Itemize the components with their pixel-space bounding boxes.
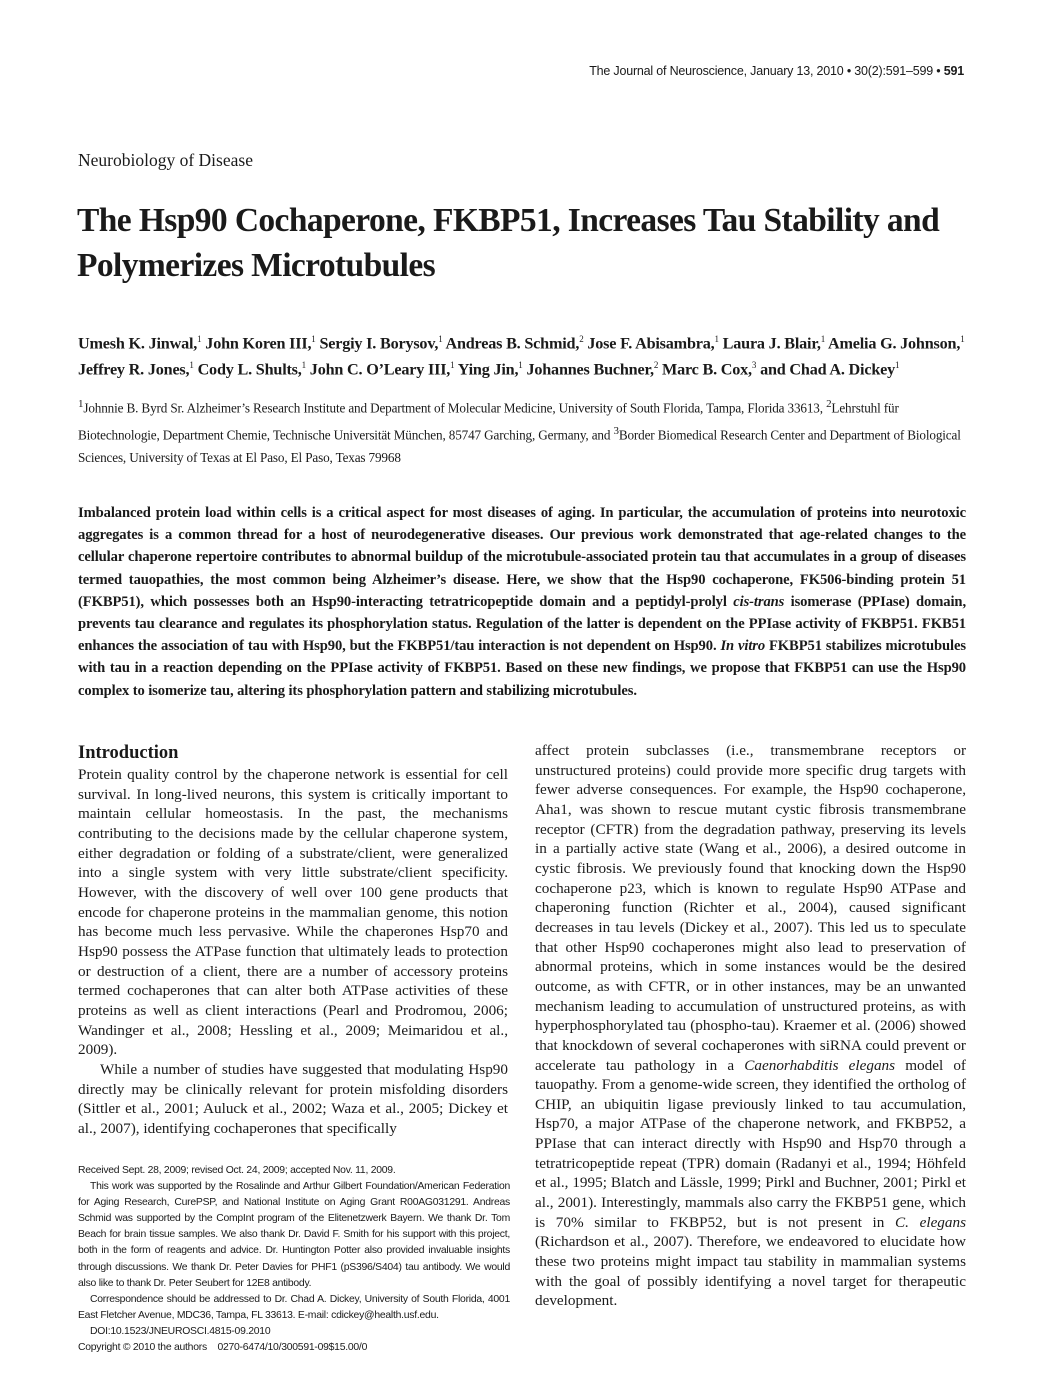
author-affiliation-marker: 3 — [751, 360, 757, 371]
author-name: Jeffrey R. Jones, — [78, 360, 190, 379]
author-affiliation-marker: 1 — [438, 334, 443, 344]
affiliation-marker: 2 — [826, 398, 832, 410]
abstract-italic: cis-trans — [733, 593, 785, 610]
author-affiliation-marker: 1 — [518, 360, 523, 371]
article-title: The Hsp90 Cochaperone, FKBP51, Increases Tau Stability and Polymerizes Microtubules — [77, 202, 940, 284]
received-dates: Received Sept. 28, 2009; revised Oct. 24, 2009; accepted Nov. 11, 2009. — [78, 1165, 396, 1176]
intro-paragraph-1: Protein quality control by the chaperone network is essential for cell survival. In long-lived neurons, this system is critically important to maintain cellular homeostasis. In the past, the mechanisms contributing to the decisions made by the cellular chaperone system, either degradation or folding of a substrate/client, were generalized into a single system with very little substrate/client specificity. However, with the discovery of well over 100 gene products that encode for chaperone proteins in the mammalian genome, this notion has become much less pervasive. While the chaperones Hsp70 and Hsp90 possess the ATPase function that ultimately leads to protection or destruction of a client, there are a number of accessory proteins termed cochaperones that can alter both ATPase activities of these proteins as well as client interactions (Pearl and Prodromou, 2006; Wandinger et al., 2008; Hessling et al., 2009; Meimaridou et al., 2009). — [78, 766, 508, 1059]
author-name: Umesh K. Jinwal, — [78, 334, 198, 353]
body-text: model of tauopathy. From a genome-wide screen, they identified the ortholog of CHIP, an ubiquitin ligase previously linked to tau accumulation, Hsp70, a major ATPase of the chaperone network, and FKBP52, a PPIase that can interact directly with Hsp90 and Hsp70 through a tetratricopeptide repeat (TPR) domain (Radanyi et al., 1994; Höhfeld et al., 1995; Blatch and Lässle, 1999; Pirkl and Buchner, 2001; Pirkl et al., 2001). Interestingly, mammals also carry the FKBP51 gene, which is 70% similar to FKBP52, but is not present in — [535, 1056, 966, 1231]
author-affiliation-marker: 1 — [197, 334, 202, 344]
author-name: Johannes Buchner, — [526, 360, 654, 379]
correspondence-note: Correspondence should be addressed to Dr. Chad A. Dickey, University of South Florida, 4001 East Fletcher Avenue, MDC36, Tampa, FL 33613. E-mail: cdickey@health.usf.edu. — [78, 1293, 510, 1321]
page-number: 591 — [943, 64, 964, 78]
abstract-text: FKBP51 stabilizes microtubules with tau in a reaction depending on the PPIase activity of FKBP51. Based on these new findings, we propose that FKBP51 can use the Hsp90 complex to isomerize tau, altering its phosphorylation pattern and stabilizing microtubules. — [78, 638, 966, 699]
abstract — [78, 502, 966, 702]
affiliation-1: Johnnie B. Byrd Sr. Alzheimer’s Research Institute and Department of Molecular Medicine, University of South Florida, Tampa, Florida 33613, — [83, 400, 827, 416]
section-label: Neurobiology of Disease — [78, 150, 253, 170]
intro-paragraph-2: While a number of studies have suggested that modulating Hsp90 directly may be clinically relevant for protein misfolding disorders (Sittler et al., 2001; Auluck et al., 2002; Waza et al., 2005; Dickey et al., 2007), identifying cochaperones that specifically — [78, 1060, 508, 1137]
intro-paragraph-2-continued — [535, 741, 966, 1311]
funding-note: This work was supported by the Rosalinde and Arthur Gilbert Foundation/American Federation for Aging Research, CurePSP, and National Institute on Aging Grant R00AG031291. Andreas Schmid was supported by the CompInt program of the Elitenetzwerk Bayern. We thank Dr. Tom Beach for brain tissue samples. We also thank Dr. David F. Smith for his support with this project, both in the form of reagents and advice. Dr. Huntington Potter also provided invaluable insights through discussions. We thank Dr. Peter Davies for PHF1 (pS396/S404) tau antibody. We would also like to thank Dr. Peter Seubert for 12E8 antibody. — [78, 1181, 510, 1289]
running-header — [0, 64, 964, 78]
species-name: Caenorhabditis elegans — [744, 1056, 896, 1074]
author-affiliation-marker: 1 — [311, 334, 316, 344]
author-name: Marc B. Cox, — [661, 360, 752, 379]
body-text: (Richardson et al., 2007). Therefore, we endeavored to elucidate how these two proteins might impact tau stability in mammalian systems with the goal of possibly identifying a novel target for therapeutic development. — [535, 1233, 966, 1310]
author-name: John C. O’Leary III, — [309, 360, 451, 379]
affiliation-2: Lehrstuhl für Biotechnologie, Department Chemie, Technische Universität München, 85747 Garching, Germany, and — [78, 400, 899, 443]
footnotes — [78, 1163, 510, 1356]
author-name: Andreas B. Schmid, — [445, 334, 580, 353]
author-affiliation-marker: 1 — [714, 334, 719, 344]
affiliation-3: Border Biomedical Research Center and Department of Biological Sciences, University of Texas at El Paso, El Paso, Texas 79968 — [78, 427, 961, 465]
author-affiliation-marker: 2 — [579, 334, 584, 344]
author-affiliation-marker: 1 — [450, 360, 455, 371]
author-name: and Chad A. Dickey — [760, 360, 896, 379]
abstract-text: Imbalanced protein load within cells is a critical aspect for most diseases of aging. In particular, the accumulation of proteins into neurotoxic aggregates is a common thread for a host of neurodegenerative diseases. Our previous work demonstrated that age-related changes to the cellular chaperone repertoire contributes to abnormal buildup of the microtubule-associated protein tau that accumulates in a group of diseases termed tauopathies, the most common being Alzheimer’s disease. Here, we show that the Hsp90 cochaperone, FK506-binding protein 51 (FKBP51), which possesses both an Hsp90-interacting tetratricopeptide domain and a peptidyl-prolyl — [78, 505, 966, 610]
author-affiliation-marker: 2 — [653, 360, 659, 371]
journal-citation: The Journal of Neuroscience, January 13, 2010 • 30(2):591–599 • — [589, 64, 941, 78]
species-name: C. elegans — [895, 1213, 966, 1231]
section-heading-introduction: Introduction — [78, 743, 179, 763]
abstract-text: isomerase (PPIase) domain, prevents tau clearance and regulates its phosphorylation status. Regulation of the latter is dependent on the PPIase activity of FKBP51. FKB51 enhances the association of tau with Hsp90, but the FKBP51/tau interaction is not dependent on Hsp90. — [78, 593, 966, 655]
author-name: Cody L. Shults, — [197, 360, 302, 379]
author-name: John Koren III, — [205, 334, 312, 353]
author-affiliation-marker: 1 — [960, 334, 965, 344]
author-name: Sergiy I. Borysov, — [319, 334, 439, 353]
author-name: Amelia G. Johnson, — [827, 334, 961, 353]
author-affiliation-marker: 1 — [189, 360, 194, 371]
right-column — [535, 741, 966, 1311]
affiliation-marker: 3 — [613, 424, 619, 437]
author-name: Jose F. Abisambra, — [587, 334, 715, 353]
doi: DOI:10.1523/JNEUROSCI.4815-09.2010 — [90, 1325, 271, 1337]
author-affiliation-marker: 1 — [820, 334, 826, 344]
author-affiliation-marker: 1 — [895, 360, 900, 371]
author-affiliation-marker: 1 — [301, 360, 306, 371]
author-list — [78, 328, 968, 381]
body-text: affect protein subclasses (i.e., transmembrane receptors or unstructured proteins) could provide more specific drug targets with fewer adverse consequences. For example, the Hsp90 cochaperone, Aha1, was shown to rescue mutant cystic fibrosis transmembrane receptor (CFTR) from the degradation pathway, preserving its levels in a partially active state (Wang et al., 2006), a desired outcome in cystic fibrosis. We previously found that knocking down the Hsp90 cochaperone p23, which is known to regulate Hsp90 ATPase and chaperoning function (Richter et al., 2004), caused significant decreases in tau levels (Dickey et al., 2007). This led us to speculate that other Hsp90 cochaperones might also lead to preservation of abnormal proteins, which in some instances would be the desired outcome, as with CFTR, or in other instances, may be an unwanted mechanism leading to accumulation of unstructured proteins, as with hyperphosphorylated tau (phospho-tau). Kraemer et al. (2006) showed that knockdown of several cochaperones with siRNA could prevent or accelerate tau pathology in a — [535, 742, 966, 1074]
author-name: Laura J. Blair, — [722, 334, 821, 353]
left-column — [78, 742, 508, 1138]
author-name: Ying Jin, — [457, 360, 519, 379]
copyright: Copyright © 2010 the authors 0270-6474/10/300591-09$15.00/0 — [78, 1342, 368, 1354]
affiliations — [78, 393, 968, 469]
affiliation-marker: 1 — [78, 398, 84, 410]
abstract-italic: In vitro — [720, 638, 766, 655]
